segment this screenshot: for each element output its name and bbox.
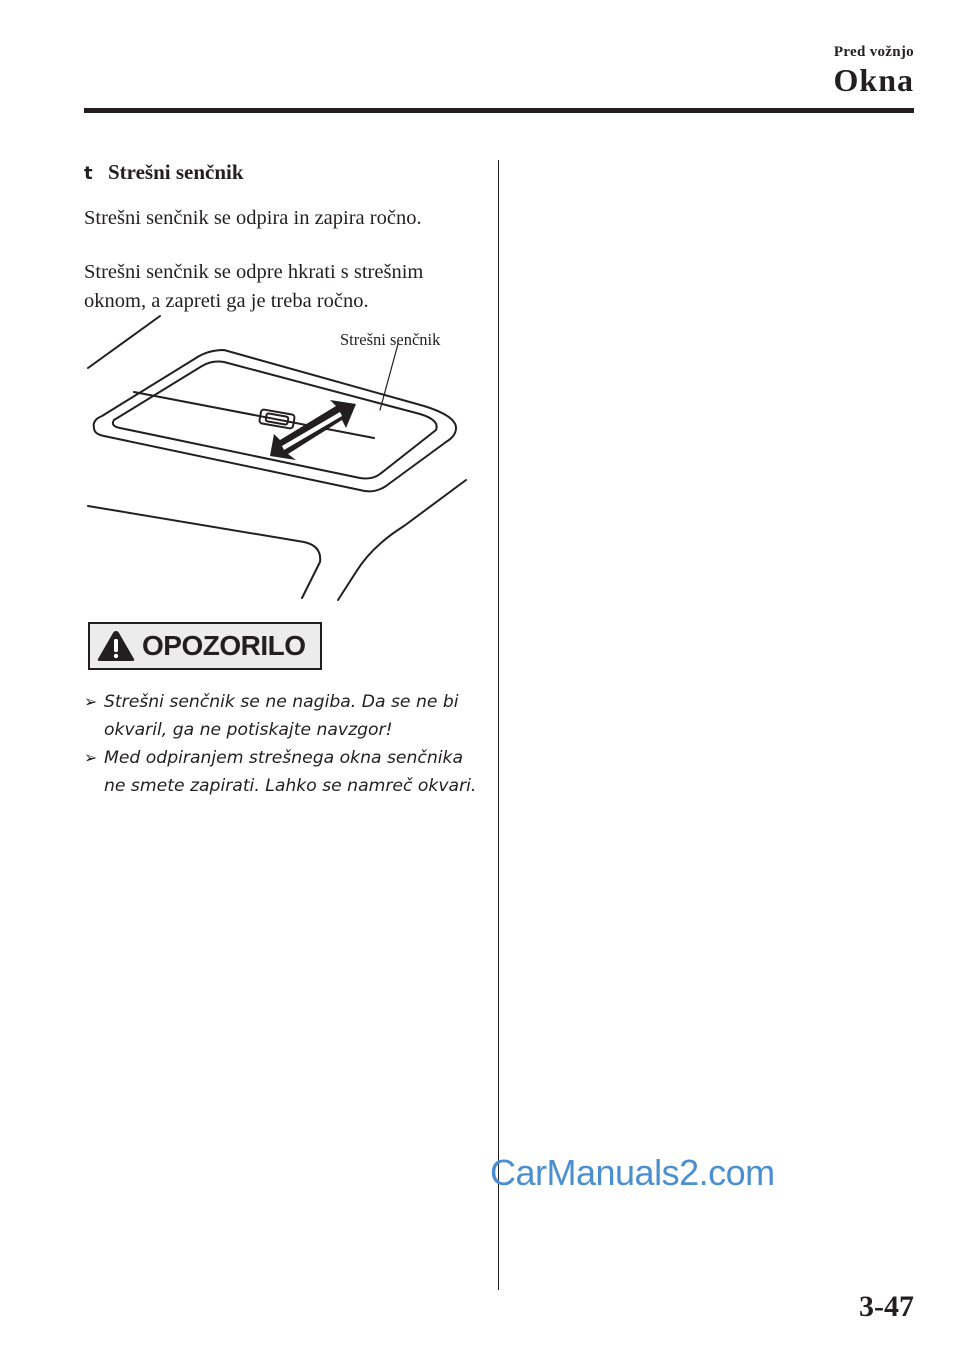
warning-item: [84, 688, 484, 744]
watermark: CarManuals2.com: [490, 1152, 775, 1193]
warning-box: [88, 622, 322, 670]
page-title: Okna: [833, 62, 914, 98]
arrow-bullet-icon: ➢: [84, 692, 98, 711]
header-rule: [84, 108, 914, 113]
warning-list: [84, 688, 484, 800]
headliner-right-line: [338, 480, 466, 600]
page-number: 3-47: [859, 1290, 914, 1323]
label-leader-line: [380, 344, 398, 410]
header-section-label: Pred vožnjo: [833, 44, 914, 60]
warning-icon: [96, 629, 136, 663]
headliner-left-line: [88, 506, 320, 598]
roof-edge-line: [88, 316, 160, 368]
section-heading-text: Strešni senčnik: [108, 160, 244, 184]
sunshade-illustration: [84, 310, 474, 610]
warning-item: [84, 744, 484, 800]
slide-arrow: [270, 400, 356, 460]
paragraph-2: Strešni senčnik se odpre hkrati s strešnim oknom, a zapreti ga je treba ročno.: [84, 261, 424, 312]
section-bullet: t: [84, 163, 93, 184]
warning-item-text: Med odpiranjem strešnega okna senčnika ne smete zapirati. Lahko se namreč okvari.: [104, 748, 477, 796]
arrow-bullet-icon: ➢: [84, 748, 98, 767]
shade-panel-outer: [94, 350, 456, 491]
column-divider: [498, 160, 499, 1290]
warning-item-text: Strešni senčnik se ne nagiba. Da se ne bi okvaril, ga ne potiskajte navzgor!: [104, 692, 459, 740]
figure-label: Strešni senčnik: [340, 330, 441, 349]
warning-title: OPOZORILO: [142, 630, 306, 661]
section-heading: [84, 160, 244, 185]
paragraph-1: Strešni senčnik se odpira in zapira ročno.: [84, 207, 422, 229]
